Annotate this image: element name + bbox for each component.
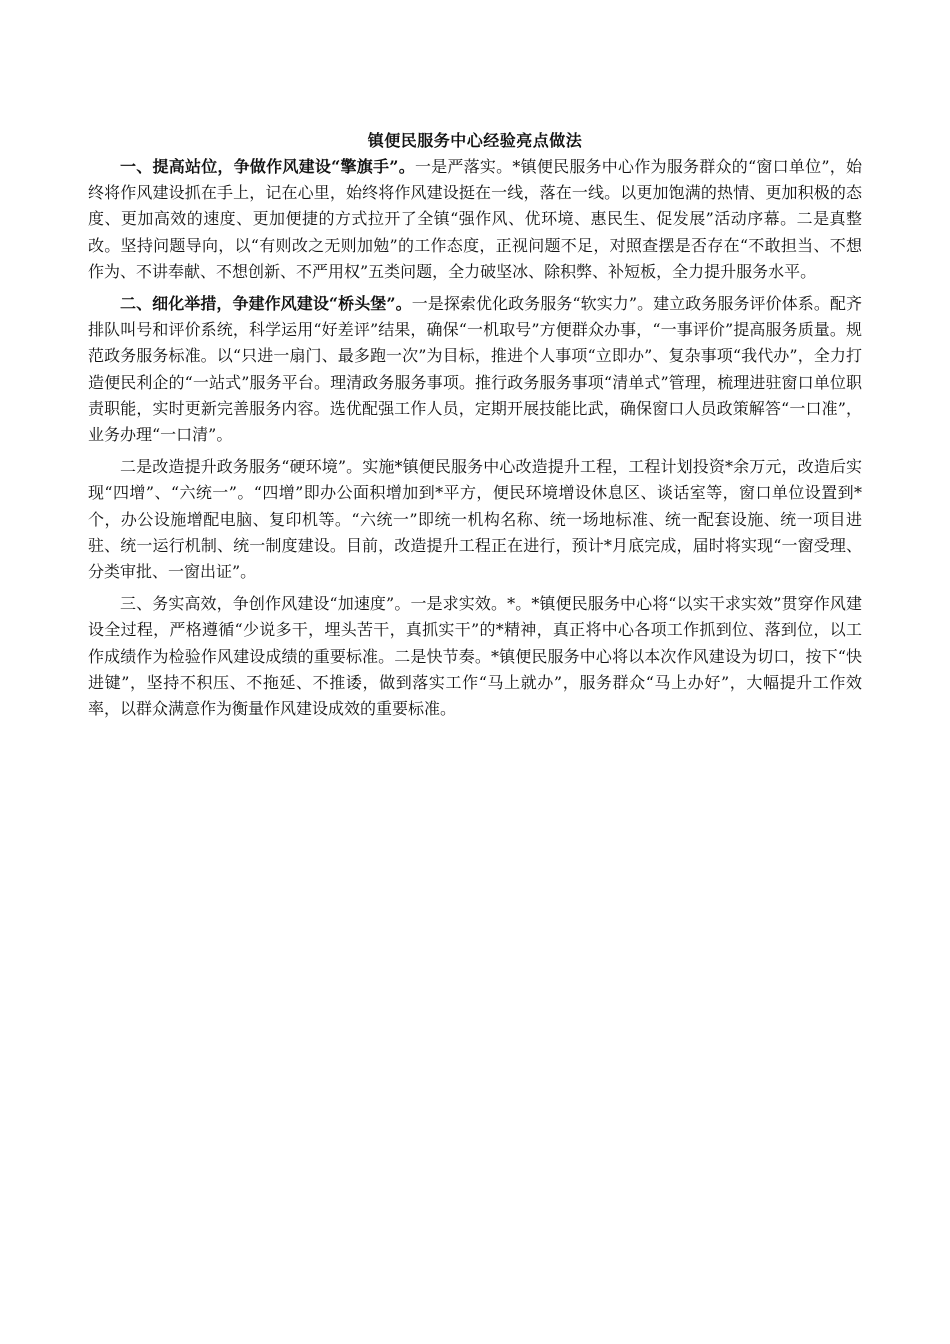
paragraph-4 bbox=[88, 591, 862, 722]
paragraph-2-heading: 二、细化举措，争建作风建设“桥头堡”。 bbox=[120, 294, 412, 314]
paragraph-3-body: 二是改造提升政务服务“硬环境”。实施*镇便民服务中心改造提升工程，工程计划投资*余万元，改造后实现“四增”、“六统一”。“四增”即办公面积增加到*平方，便民环境增设休息区、谈话室等，窗口单位设置到*个，办公设施增配电脑、复印机等。“六统一”即统一机构名称、统一场地标准、统一配套设施、统一项目进驻、统一运行机制、统一制度建设。目前，改造提升工程正在进行，预计*月底完成，届时将实现“一窗受理、分类审批、一窗出证”。 bbox=[88, 457, 862, 582]
document-title: 镇便民服务中心经验亮点做法 bbox=[367, 131, 583, 150]
paragraph-2-body: 一是探索优化政务服务“软实力”。建立政务服务评价体系。配齐排队叫号和评价系统，科学运用“好差评”结果，确保“一机取号”方便群众办事，“一事评价”提高服务质量。规范政务服务标准。以“只进一扇门、最多跑一次”为目标，推进个人事项“立即办”、复杂事项“我代办”，全力打造便民利企的“一站式”服务平台。理清政务服务事项。推行政务服务事项“清单式”管理，梳理进驻窗口单位职责职能，实时更新完善服务内容。选优配强工作人员，定期开展技能比武，确保窗口人员政策解答“一口准”，业务办理“一口清”。 bbox=[88, 294, 862, 445]
paragraph-1-body: 一是严落实。*镇便民服务中心作为服务群众的“窗口单位”，始终将作风建设抓在手上，记在心里，始终将作风建设挺在一线，落在一线。以更加饱满的热情、更加积极的态度、更加高效的速度、更加便捷的方式拉开了全镇“强作风、优环境、惠民生、促发展”活动序幕。二是真整改。坚持问题导向，以“有则改之无则加勉”的工作态度，正视问题不足，对照查摆是否存在“不敢担当、不想作为、不讲奉献、不想创新、不严用权”五类问题，全力破坚冰、除积弊、补短板，全力提升服务水平。 bbox=[88, 157, 862, 281]
document-page bbox=[88, 128, 862, 722]
paragraph-1 bbox=[88, 154, 862, 285]
paragraph-2 bbox=[88, 291, 862, 448]
paragraph-4-body: 三、务实高效，争创作风建设“加速度”。一是求实效。*。*镇便民服务中心将“以实干求实效”贯穿作风建设全过程，严格遵循“少说多干，埋头苦干，真抓实干”的*精神，真正将中心各项工作抓到位、落到位，以工作成绩作为检验作风建设成绩的重要标准。二是快节奏。*镇便民服务中心将以本次作风建设为切口，按下“快进键”，坚持不积压、不拖延、不推诿，做到落实工作“马上就办”，服务群众“马上办好”，大幅提升工作效率，以群众满意作为衡量作风建设成效的重要标准。 bbox=[88, 594, 862, 719]
paragraph-1-heading: 一、提高站位，争做作风建设“擎旗手”。 bbox=[120, 157, 415, 176]
paragraph-3 bbox=[88, 454, 862, 585]
